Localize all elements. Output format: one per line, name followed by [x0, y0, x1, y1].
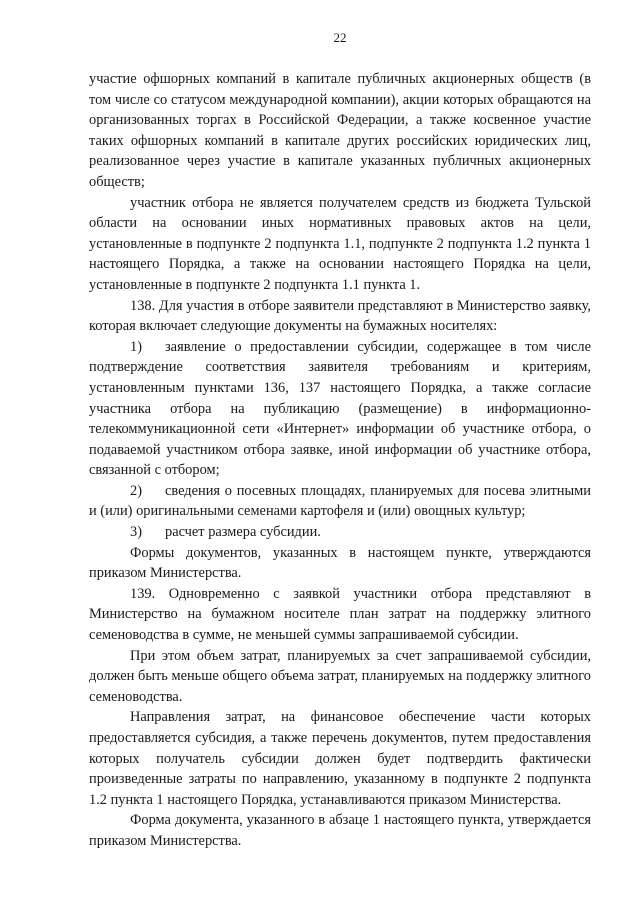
list-item-text: расчет размера субсидии.: [165, 524, 321, 541]
paragraph-document-form: Форма документа, указанного в абзаце 1 настоящего пункта, утверждается приказом Министерства.: [89, 812, 591, 849]
list-item-1: [89, 337, 591, 481]
page-number: 22: [333, 30, 347, 45]
list-item-number: 3): [130, 524, 142, 541]
list-item-number: 2): [130, 482, 142, 499]
document-body: [89, 69, 591, 852]
paragraph-clause-139: 139. Одновременно с заявкой участники отбора представляют в Министерство на бумажном носителе план затрат на поддержку элитного семеноводства в сумме, не меньшей суммы запрашиваемой субсидии.: [89, 585, 591, 644]
paragraph-offshore-participation: участие офшорных компаний в капитале публичных акционерных обществ (в том числе со статусом международной компании), акции которых обращаются на организованных торгах в Российской Федерации, а также косвенное участие таких офшорных компаний в капитале других российских юридических лиц, реализованное через участие в капитале указанных публичных акционерных обществ;: [89, 71, 591, 190]
list-item-text: заявление о предоставлении субсидии, содержащее в том числе подтверждение соответствия заявителя требованиям и критериям, установленным пунктами 136, 137 настоящего Порядка, а также согласие участника отбора на публикацию (размещение) в информационно-телекоммуникационной сети «Интернет» информации об участнике отбора, о подаваемой участником отбора заявке, иной информации об участнике отбора, связанной с отбором;: [89, 338, 591, 479]
paragraph-cost-volume: При этом объем затрат, планируемых за счет запрашиваемой субсидии, должен быть меньше общего объема затрат, планируемых на поддержку элитного семеноводства.: [89, 647, 591, 705]
paragraph-cost-directions: Направления затрат, на финансовое обеспечение части которых предоставляется субсидия, а также перечень документов, путем предоставления которых получатель субсидии должен будет подтвердить фактически произведенные затраты по направлению, указанному в подпункте 2 подпункта 1.2 пункта 1 настоящего Порядка, устанавливаются приказом Министерства.: [89, 709, 591, 808]
paragraph-document-forms: Формы документов, указанных в настоящем пункте, утверждаются приказом Министерства.: [89, 544, 591, 582]
list-item-3: [89, 522, 591, 543]
list-item-number: 1): [130, 338, 142, 355]
list-item-2: [89, 481, 591, 522]
paragraph-clause-138: 138. Для участия в отборе заявители представляют в Министерство заявку, которая включает следующие документы на бумажных носителях:: [89, 297, 591, 335]
paragraph-not-budget-recipient: участник отбора не является получателем средств из бюджета Тульской области на основании иных нормативных правовых актов на цели, установленные в подпункте 2 подпункта 1.1, подпункте 2 подпункта 1.2 пункта 1 настоящего Порядка, а также на основании настоящего Порядка на цели, установленные в подпункте 2 подпункта 1.1 пункта 1.: [89, 194, 591, 293]
list-item-text: сведения о посевных площадях, планируемых для посева элитными и (или) оригинальными семенами картофеля и (или) овощных культур;: [89, 482, 591, 520]
